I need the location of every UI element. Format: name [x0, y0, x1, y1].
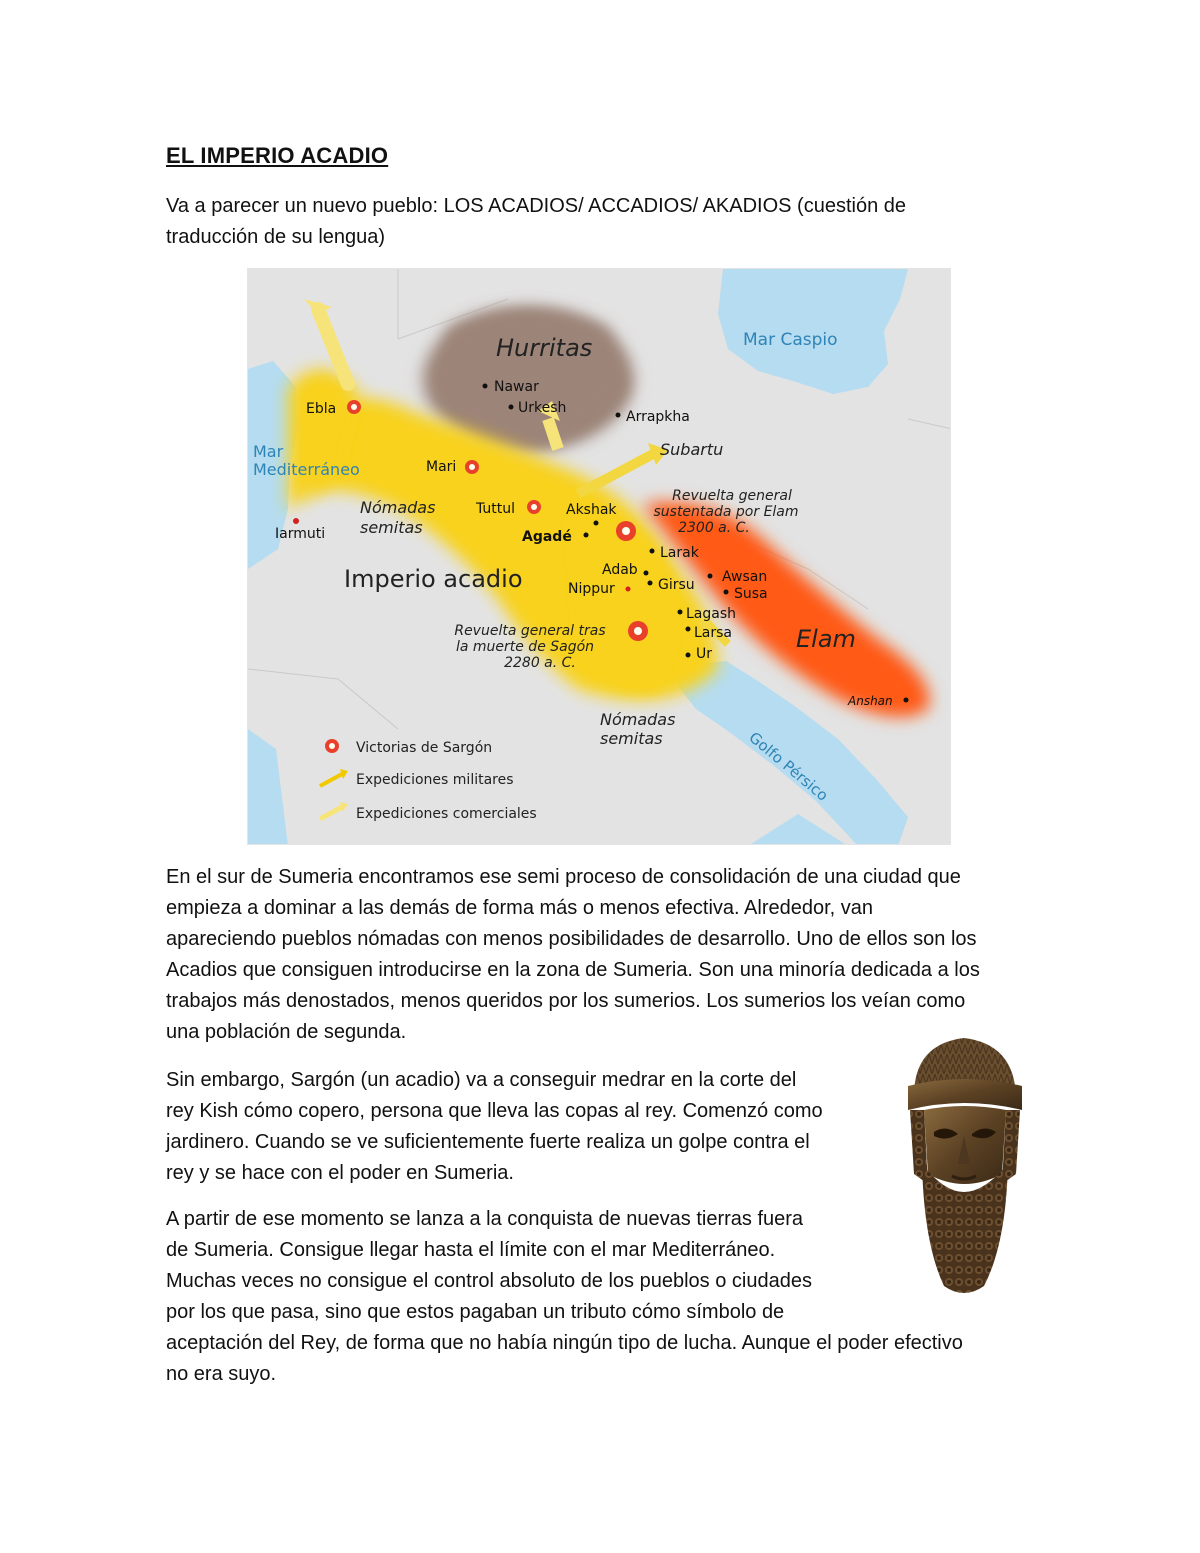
- city-label: Nawar: [494, 379, 539, 395]
- city-label: Ebla: [306, 401, 337, 417]
- city-label: Agadé: [522, 529, 572, 545]
- legend-label: Victorias de Sargón: [356, 740, 493, 756]
- city-label: Ur: [696, 646, 713, 662]
- victory-marker: [465, 460, 479, 474]
- city-label: Iarmuti: [275, 526, 326, 542]
- text-line: Acadios que consiguen introducirse en la zona de Sumeria. Son una minoría dedicada a los: [166, 959, 980, 981]
- annotation-line: Revuelta general: [672, 488, 792, 504]
- victory-marker: [527, 500, 541, 514]
- city-label: Susa: [734, 586, 768, 602]
- text-line: aceptación del Rey, de forma que no había ningún tipo de lucha. Aunque el poder efectivo: [166, 1332, 963, 1354]
- city-label: Anshan: [848, 694, 893, 708]
- text-line: trabajos más denostados, menos queridos por los sumerios. Los sumerios los veían como: [166, 990, 966, 1012]
- text-line: rey Kish cómo copero, persona que lleva las copas al rey. Comenzó como: [166, 1100, 823, 1122]
- text-line: En el sur de Sumeria encontramos ese semi proceso de consolidación de una ciudad que: [166, 866, 961, 888]
- region-label-hurritas: Hurritas: [496, 334, 593, 362]
- sea-label: Golfo Pérsico: [745, 728, 832, 805]
- document-title: EL IMPERIO ACADIO: [166, 143, 389, 168]
- city-label: Tuttul: [476, 501, 516, 517]
- body-paragraph: [166, 1065, 881, 1189]
- city-label: Awsan: [722, 569, 768, 585]
- text-line: apareciendo pueblos nómadas con menos posibilidades de desarrollo. Uno de ellos son los: [166, 928, 977, 950]
- city-label: Larsa: [694, 625, 733, 641]
- victory-marker: [628, 621, 648, 641]
- city-label: Mari: [426, 459, 457, 475]
- city-label: Girsu: [658, 577, 695, 593]
- region-label: semitas: [600, 729, 663, 748]
- text-line: una población de segunda.: [166, 1021, 407, 1043]
- city-label: Adab: [602, 562, 638, 578]
- city-label: Nippur: [568, 581, 615, 597]
- sea-label: Mar: [253, 442, 284, 461]
- region-label-elam: Elam: [796, 625, 856, 653]
- city-label: Akshak: [566, 502, 617, 518]
- text-line: Muchas veces no consigue el control absoluto de los pueblos o ciudades: [166, 1270, 812, 1292]
- text-line: Va a parecer un nuevo pueblo: LOS ACADIOS/ ACCADIOS/ AKADIOS (cuestión de: [166, 195, 907, 217]
- city-label: Larak: [660, 545, 699, 561]
- annotation-line: 2280 a. C.: [504, 655, 576, 671]
- text-line: jardinero. Cuando se ve suficientemente fuerte realiza un golpe contra el: [166, 1131, 810, 1153]
- text-line: rey y se hace con el poder en Sumeria.: [166, 1162, 514, 1184]
- akkadian-empire-map: [247, 268, 951, 845]
- annotation-line: sustentada por Elam: [653, 504, 799, 520]
- annotation-line: Revuelta general tras: [454, 623, 606, 639]
- legend-label: Expediciones comerciales: [356, 806, 537, 822]
- text-line: no era suyo.: [166, 1363, 277, 1385]
- annotation-line: la muerte de Sagón: [455, 639, 595, 655]
- text-line: por los que pasa, sino que estos pagaban un tributo cómo símbolo de: [166, 1301, 785, 1323]
- text-line: A partir de ese momento se lanza a la conquista de nuevas tierras fuera: [166, 1208, 804, 1230]
- region-label: Nómadas: [360, 498, 436, 517]
- city-label: Arrapkha: [626, 409, 690, 425]
- legend-label: Expediciones militares: [356, 772, 514, 788]
- region-label: semitas: [360, 518, 423, 537]
- sea-label: Mar Caspio: [743, 330, 838, 350]
- text-line: traducción de su lengua): [166, 226, 386, 248]
- text-line: Sin embargo, Sargón (un acadio) va a conseguir medrar en la corte del: [166, 1069, 797, 1091]
- text-line: de Sumeria. Consigue llegar hasta el límite con el mar Mediterráneo.: [166, 1239, 776, 1261]
- sea-label: Mediterráneo: [253, 460, 360, 479]
- victory-marker: [616, 521, 636, 541]
- text-line: empieza a dominar a las demás de forma más o menos efectiva. Alrededor, van: [166, 897, 874, 919]
- region-label: Nómadas: [600, 710, 676, 729]
- body-paragraph: [166, 1204, 1046, 1390]
- city-label: Lagash: [686, 606, 737, 622]
- region-label-imperio: Imperio acadio: [344, 565, 523, 593]
- intro-paragraph: [166, 191, 966, 253]
- region-label-subartu: Subartu: [660, 440, 724, 459]
- body-paragraph: [166, 862, 1046, 1048]
- victory-marker: [347, 400, 361, 414]
- annotation-line: 2300 a. C.: [678, 520, 750, 536]
- city-label: Urkesh: [518, 400, 567, 416]
